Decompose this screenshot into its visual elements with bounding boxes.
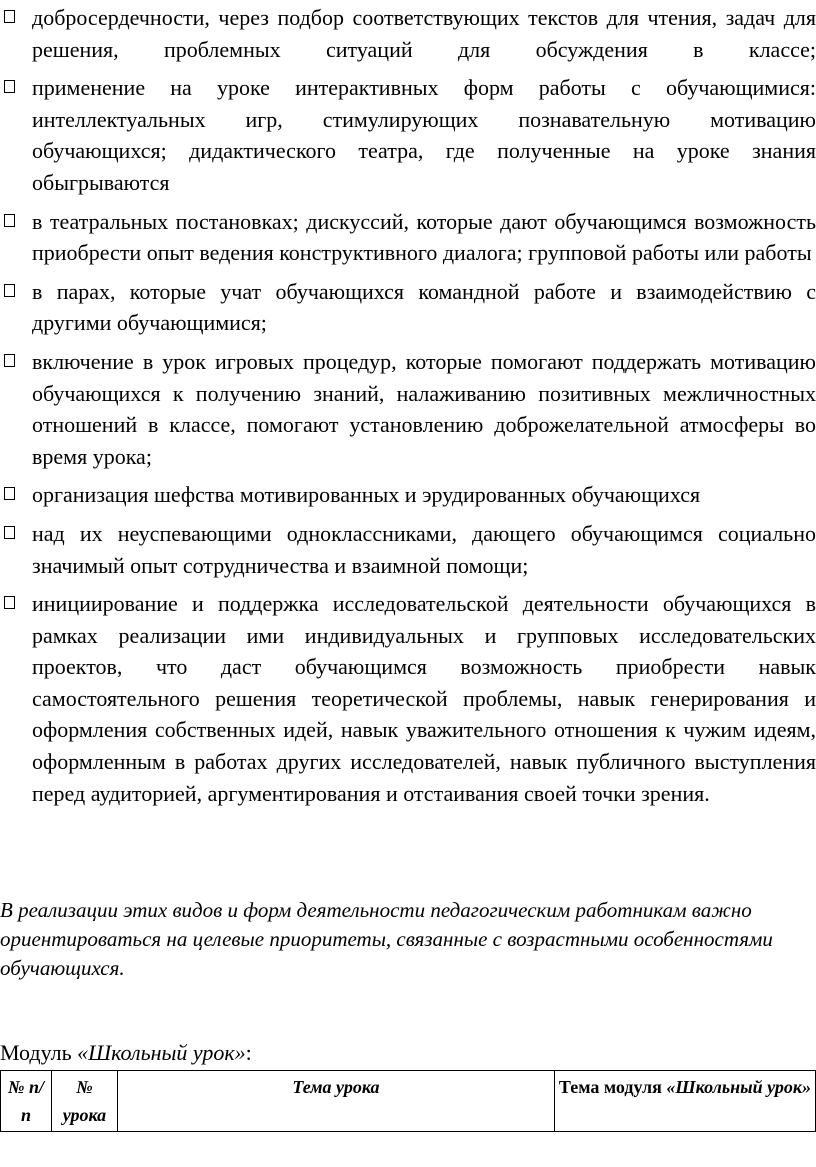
italic-note: В реализации этих видов и форм деятельности педагогическим работникам важно ориентироваться на целевые приоритеты, связанные с возрастными особенностями обучающихся. xyxy=(0,898,773,980)
list-item-text: включение в урок игровых процедур, которые помогают поддержать мотивацию обучающихся к получению знаний, налаживанию позитивных межличностных отношений в классе, помогают установлению доброжелательной атмосферы во время урока; xyxy=(32,348,816,469)
module-suffix: : xyxy=(245,1040,252,1065)
module-topic-name: «Школьный урок» xyxy=(666,1077,811,1097)
lesson-table xyxy=(0,1070,816,1132)
table-header-module-topic xyxy=(554,1071,815,1132)
list-item-text: применение на уроке интерактивных форм работы с обучающимися: интеллектуальных игр, стимулирующих познавательную мотивацию обучающихся; дидактического театра, где полученные на уроке знания обыгрываются xyxy=(32,75,816,195)
list-item xyxy=(0,206,816,269)
list-item xyxy=(0,276,816,339)
list-item-text: организация шефства мотивированных и эрудированных обучающихся xyxy=(32,482,701,508)
list-item xyxy=(0,2,816,65)
table-header-lesson-number: № урока xyxy=(52,1071,118,1132)
checkbox-bullet-icon xyxy=(4,596,15,609)
checkbox-bullet-icon xyxy=(4,284,15,297)
module-prefix: Модуль xyxy=(0,1040,78,1065)
module-topic-prefix: Тема модуля xyxy=(558,1077,667,1097)
list-item xyxy=(0,518,816,581)
module-heading xyxy=(0,1040,252,1066)
checkbox-bullet-icon xyxy=(4,487,15,500)
list-item xyxy=(0,588,816,809)
table-header-number: № п/п xyxy=(1,1071,52,1132)
checkbox-bullet-icon xyxy=(4,354,15,367)
list-item-text: над их неуспевающими одноклассниками, дающего обучающимся социально значимый опыт сотрудничества и взаимной помощи; xyxy=(32,520,816,578)
bullet-list xyxy=(0,2,816,816)
checkbox-bullet-icon xyxy=(4,80,15,93)
list-item-text: в театральных постановках; дискуссий, которые дают обучающимся возможность приобрести опыт ведения конструктивного диалога; групповой работы или работы xyxy=(32,208,816,266)
checkbox-bullet-icon xyxy=(4,10,15,23)
list-item-text: в парах, которые учат обучающихся командной работе и взаимодействию с другими обучающимися; xyxy=(32,278,816,336)
table-header-row xyxy=(1,1071,816,1132)
checkbox-bullet-icon xyxy=(4,526,15,539)
list-item xyxy=(0,72,816,198)
list-item xyxy=(0,479,816,511)
module-name: «Школьный урок» xyxy=(77,1040,246,1065)
list-item xyxy=(0,346,816,472)
table-header-lesson-topic: Тема урока xyxy=(117,1071,554,1132)
list-item-text: добросердечности, через подбор соответствующих текстов для чтения, задач для решения, проблемных ситуаций для обсуждения в классе; xyxy=(32,5,816,62)
checkbox-bullet-icon xyxy=(4,214,15,227)
list-item-text: инициирование и поддержка исследовательской деятельности обучающихся в рамках реализации ими индивидуальных и групповых исследовательских проектов, что даст обучающимся возможность приобрести навык самостоятельного решения теоретической проблемы, навык генерирования и оформления собственных идей, навык уважительного отношения к чужим идеям, оформленным в работах других исследователей, навык публичного выступления перед аудиторией, аргументирования и отстаивания своей точки зрения. xyxy=(32,591,816,806)
